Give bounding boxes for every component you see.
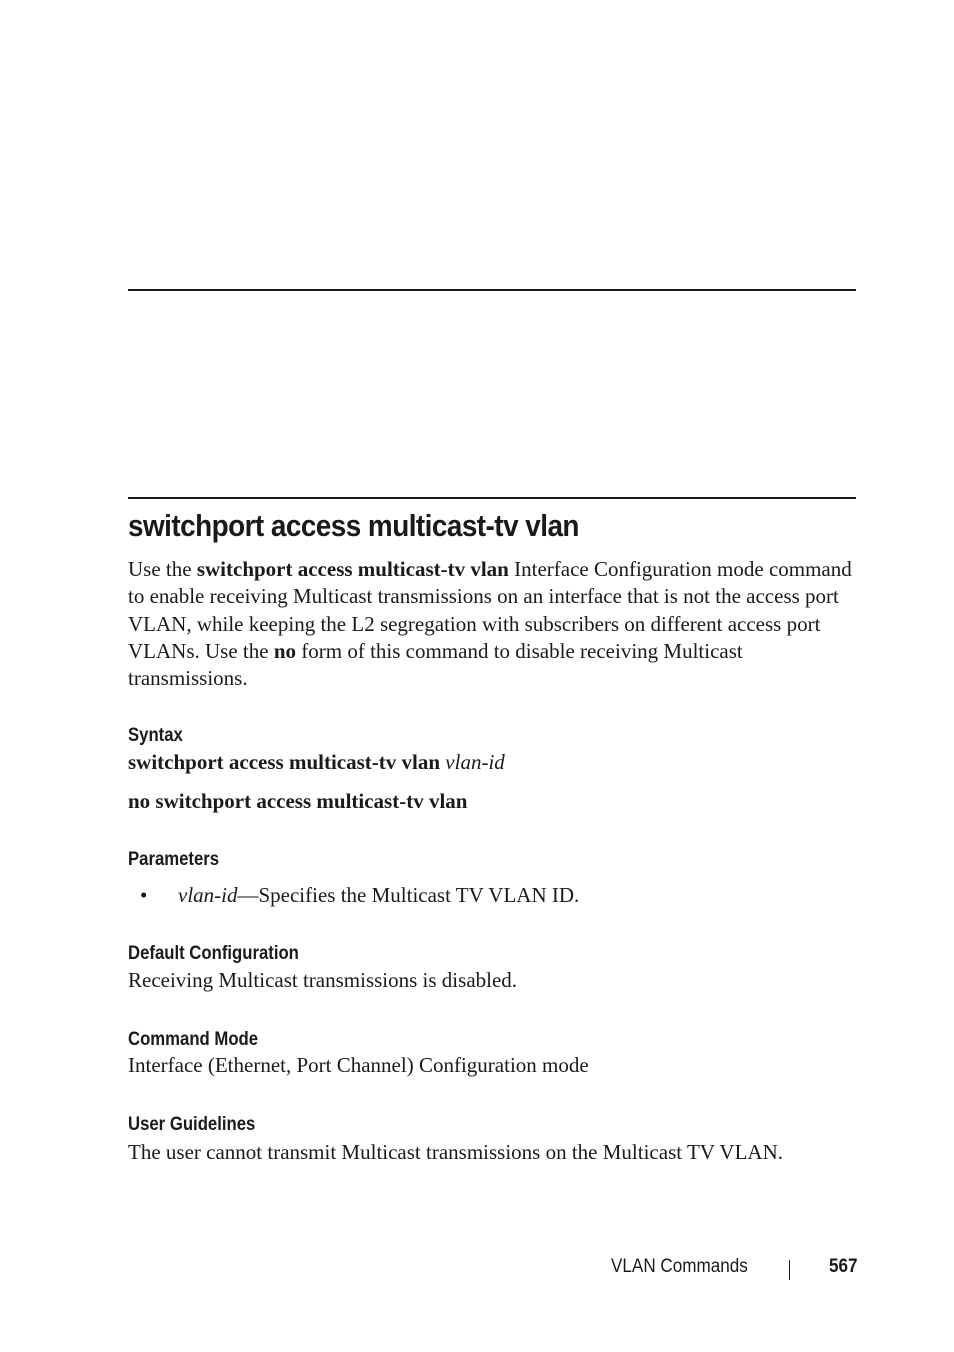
default-configuration-text: Receiving Multicast transmissions is disabled. — [128, 968, 518, 992]
syntax-command: switchport access multicast-tv vlan — [128, 750, 441, 774]
top-rule — [128, 289, 856, 291]
parameter-item — [140, 883, 579, 908]
page-title: switchport access multicast-tv vlan — [128, 508, 579, 543]
syntax-line-1 — [128, 750, 505, 775]
syntax-heading: Syntax — [128, 725, 183, 746]
intro-command: switchport access multicast-tv vlan — [196, 557, 509, 581]
footer-section-name: VLAN Commands — [611, 1256, 748, 1277]
bullet-icon: • — [140, 883, 148, 907]
syntax-line-2 — [128, 789, 467, 814]
intro-text-2: Interface Configuration mode command to enable receiving Multicast transmissions on an interface that is not the access port VLAN, while keeping the L2 segregation with subscribers on different access port VLANs. Use the — [128, 557, 852, 663]
command-mode-text: Interface (Ethernet, Port Channel) Configuration mode — [128, 1053, 589, 1077]
intro-text-1: Use the — [128, 557, 197, 581]
section-rule — [128, 497, 856, 499]
default-configuration-heading: Default Configuration — [128, 943, 299, 964]
intro-paragraph — [128, 556, 858, 692]
intro-text-3: form of this command to disable receiving Multicast transmissions. — [128, 638, 743, 691]
footer-separator — [789, 1260, 790, 1280]
parameter-name: vlan-id — [178, 883, 238, 907]
syntax-no-command: no switchport access multicast-tv vlan — [128, 789, 468, 813]
parameters-heading: Parameters — [128, 849, 220, 870]
intro-no-keyword: no — [273, 638, 296, 663]
parameter-description: —Specifies the Multicast TV VLAN ID. — [237, 883, 580, 907]
syntax-argument: vlan-id — [445, 750, 505, 774]
page-number: 567 — [829, 1256, 858, 1277]
user-guidelines-text: The user cannot transmit Multicast transmissions on the Multicast TV VLAN. — [128, 1140, 784, 1164]
command-mode-heading: Command Mode — [128, 1029, 259, 1050]
user-guidelines-heading: User Guidelines — [128, 1114, 256, 1135]
